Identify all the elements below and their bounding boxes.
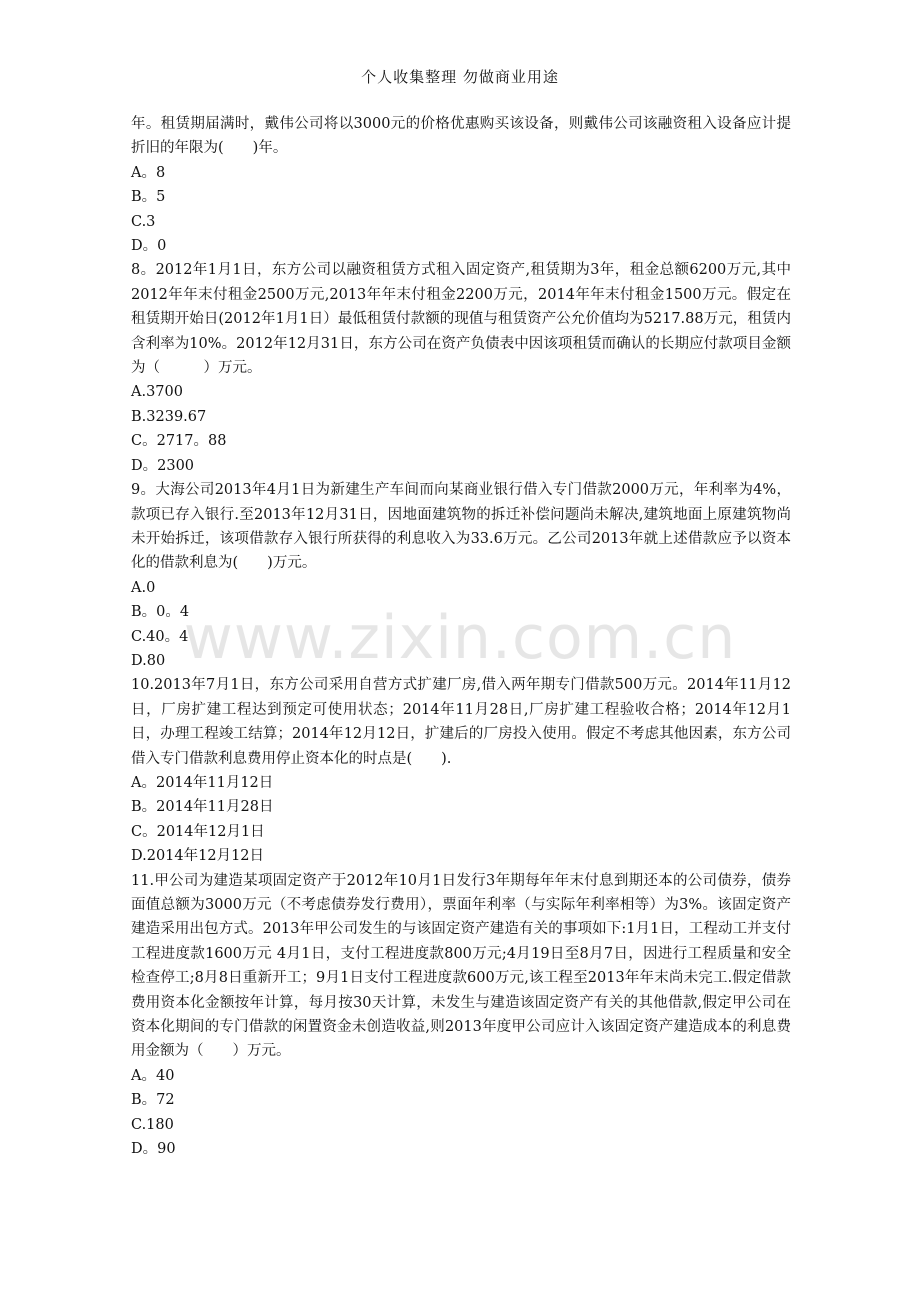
option-b: B.3239.67 <box>131 408 207 425</box>
question-stem: 11.甲公司为建造某项固定资产于2012年10月1日发行3年期每年年末付息到期还本的公司债券，债券面值总额为3000万元（不考虑债券发行费用），票面年利率（与实际年利率相等）为3%。该固定资产建造采用出包方式。2013年甲公司发生的与该固定资产建造有关的事项如下:1月1日，工程动工并支付工程进度款1600万元 4月1日，支付工程进度款800万元;4月19日至8月7日，因进行工程质量和安全检查停工;8月8日重新开工；9月1日支付工程进度款600万元,该工程至2013年年末尚未完工.假定借款费用资本化金额按年计算，每月按30天计算，未发生与建造该固定资产有关的其他借款,假定甲公司在资本化期间的专门借款的闲置资金未创造收益,则2013年度甲公司应计入该固定资产建造成本的利息费用金额为（ ）万元。 <box>131 872 791 1060</box>
option-c: C。2717。88 <box>131 433 227 450</box>
question-9 <box>131 478 791 673</box>
question-stem: 10.2013年7月1日，东方公司采用自营方式扩建厂房,借入两年期专门借款500万元。2014年11月12日，厂房扩建工程达到预定可使用状态；2014年11月28日,厂房扩建工程验收合格；2014年12月1日，办理工程竣工结算；2014年12月12日，扩建后的厂房投入使用。假定不考虑其他因素，东方公司借入专门借款利息费用停止资本化的时点是( ). <box>131 677 791 767</box>
watermark: www.zixin.com.cn <box>183 603 737 673</box>
option-c: C.3 <box>131 213 156 230</box>
question-8 <box>131 258 791 478</box>
option-b: B。0。4 <box>131 604 190 621</box>
option-b: B。5 <box>131 189 166 206</box>
question-10 <box>131 673 791 868</box>
question-11 <box>131 869 791 1162</box>
option-c: C.40。4 <box>131 628 189 645</box>
question-stem: 8。2012年1月1日，东方公司以融资租赁方式租入固定资产,租赁期为3年，租金总额6200万元,其中2012年年末付租金2500万元,2013年年末付租金2200万元，2014年年末付租金1500万元。假定在租赁期开始日(2012年1月1日）最低租赁付款额的现值与租赁资产公允价值均为5217.88万元，租赁内含利率为10%。2012年12月31日，东方公司在资产负债表中因该项租赁而确认的长期应付款项目金额为（ ）万元。 <box>131 262 791 377</box>
option-d: D.80 <box>131 652 166 669</box>
question-stem: 年。租赁期届满时，戴伟公司将以3000元的价格优惠购买该设备，则戴伟公司该融资租入设备应计提折旧的年限为( )年。 <box>131 116 791 157</box>
option-a: A.3700 <box>131 384 183 401</box>
option-d: D.2014年12月12日 <box>131 848 265 865</box>
option-b: B。72 <box>131 1092 175 1109</box>
option-d: D。0 <box>131 238 167 255</box>
option-c: C.180 <box>131 1116 174 1133</box>
option-d: D。90 <box>131 1141 176 1158</box>
option-d: D。2300 <box>131 457 195 474</box>
document-body <box>131 112 791 1161</box>
option-a: A。40 <box>131 1067 175 1084</box>
option-a: A。8 <box>131 164 166 181</box>
question-7 <box>131 112 791 258</box>
option-c: C。2014年12月1日 <box>131 823 265 840</box>
question-stem: 9。大海公司2013年4月1日为新建生产车间而向某商业银行借入专门借款2000万元，年利率为4%，款项已存入银行.至2013年12月31日，因地面建筑物的拆迁补偿问题尚未解决,建筑地面上原建筑物尚未开始拆迁，该项借款存入银行所获得的利息收入为33.6万元。乙公司2013年就上述借款应予以资本化的借款利息为( )万元。 <box>131 482 791 572</box>
page-header: 个人收集整理 勿做商业用途 <box>361 68 559 86</box>
option-a: A。2014年11月12日 <box>131 774 274 791</box>
option-a: A.0 <box>131 579 156 596</box>
option-b: B。2014年11月28日 <box>131 799 274 816</box>
